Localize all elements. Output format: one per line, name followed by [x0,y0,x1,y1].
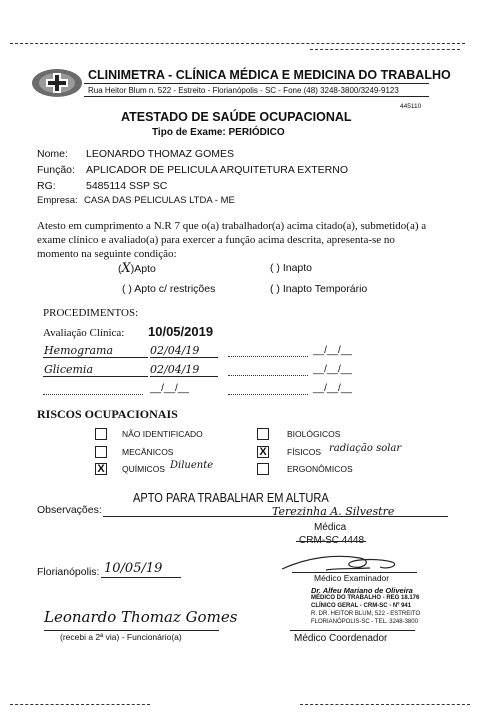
risk-label-nao-identificado: NÃO IDENTIFICADO [122,429,203,439]
risk-checkbox-mecanicos[interactable] [95,446,107,458]
procedure-1-name: Hemograma [44,344,114,357]
clinic-name: CLINIMETRA - CLÍNICA MÉDICA E MEDICINA DO TRABALHO [88,68,451,82]
procedure-1-date: 02/04/19 [150,344,200,357]
document-number: 445110 [400,103,422,110]
risk-checkbox-fisicos[interactable]: X [257,446,269,458]
rg-label: RG: [37,180,56,192]
top-dashed-line [10,43,465,44]
risk-label-ergonomicos: ERGONÔMICOS [287,464,353,474]
doctor-stamp-role: Médica [314,522,347,533]
condition-apto-restricoes: ( ) Apto c/ restrições [122,283,216,295]
procedure-2-underline [43,376,148,377]
condition-inapto: ( ) Inapto [270,262,313,274]
place-date-label: Florianópolis: [37,566,100,578]
examiner-stamp-line-3: CLÍNICO GERAL - CRM-SC - Nº 941 [311,603,412,609]
clinical-eval-label: Avaliação Clínica: [43,327,125,339]
clinic-address: Rua Heitor Blum n. 522 - Estreito - Florianópolis - SC - Fone (48) 3248-3800/3249-9123 [88,86,399,95]
attest-line-3: momento na seguinte condição: [37,248,177,260]
procedure-2-date: 02/04/19 [150,363,200,376]
risk-label-mecanicos: MECÂNICOS [122,447,174,457]
risks-title: RISCOS OCUPACIONAIS [37,407,178,421]
procedure-4-dots [228,356,308,357]
risk-checkbox-quimicos[interactable]: X [95,463,107,475]
condition-apto: (X)Apto [118,261,156,276]
risk-label-fisicos: FÍSICOS [287,447,322,457]
apto-label: Apto [134,263,156,275]
worker-company: CASA DAS PELICULAS LTDA - ME [84,195,235,206]
procedure-6-date: __/__/__ [313,383,352,394]
procedure-4-date: __/__/__ [313,345,352,356]
procedure-5-date: __/__/__ [313,364,352,375]
attest-line-2: exame clínico e avaliado(a) para exercer a função acima descrita, apresenta-se no [37,234,395,246]
risk-label-biologicos: BIOLÓGICOS [287,429,341,439]
procedure-1-date-underline [150,357,218,358]
procedure-3-dots [43,394,143,395]
bottom-dashed-line [10,704,150,705]
clinical-eval-date: 10/05/2019 [148,324,214,339]
company-label: Empresa: [37,195,78,206]
top-dashed-line-2 [310,49,460,50]
place-date-underline [101,577,181,578]
worker-function: APLICADOR DE PELICULA ARQUITETURA EXTERNO [86,164,348,176]
examiner-stamp-line-5: FLORIANÓPOLIS-SC - TEL. 3248-3800 [311,619,418,625]
risk-checkbox-nao-identificado[interactable] [95,428,107,440]
examiner-stamp-line-2: MÉDICO DO TRABALHO - REG 18.176 [311,595,420,601]
worker-signature: Leonardo Thomaz Gomes [44,608,238,626]
procedure-2-date-underline [150,376,218,377]
coordinator-label: Médico Coordenador [294,633,388,644]
doctor-stamp-crm: CRM-SC 4448 [299,535,365,546]
receipt-line [44,630,219,631]
worker-name: LEONARDO THOMAZ GOMES [86,148,234,160]
document-title: ATESTADO DE SAÚDE OCUPACIONAL [121,110,352,124]
bottom-dashed-line-2 [300,704,470,705]
examiner-label: Médico Examinador [314,573,390,583]
procedures-label: PROCEDIMENTOS: [43,307,139,319]
risk-label-quimicos: QUÍMICOS [122,464,165,474]
clinic-logo [31,68,83,98]
risk-note-quimicos: Diluente [170,460,214,471]
function-label: Função: [37,164,75,176]
name-label: Nome: [37,148,68,160]
procedure-5-dots [228,375,308,376]
header-rule [84,83,429,84]
risk-checkbox-biologicos[interactable] [257,428,269,440]
header-rule-bottom [84,96,429,97]
procedure-6-dots [228,394,308,395]
procedure-2-name: Glicemia [44,363,94,376]
condition-inapto-temporario: ( ) Inapto Temporário [270,283,368,295]
examiner-stamp-line-4: R. DR. HEITOR BLUM, 522 - ESTREITO [311,611,421,617]
observations-value: APTO PARA TRABALHAR EM ALTURA [133,490,329,505]
procedure-1-underline [43,357,148,358]
doctor-stamp-name: Terezinha A. Silvestre [272,505,395,518]
risk-checkbox-ergonomicos[interactable] [257,463,269,475]
exam-type: Tipo de Exame: PERIÓDICO [152,127,285,138]
apto-check-mark: X [121,261,131,276]
examiner-stamp-line-1: Dr. Alfeu Mariano de Oliveira [311,586,413,595]
receipt-label: (recebi a 2ª via) - Funcionário(a) [60,632,182,642]
observations-label: Observações: [37,504,102,516]
risk-note-fisicos: radiação solar [329,443,402,454]
coordinator-line [290,630,415,631]
procedure-3-date: __/__/__ [150,383,189,394]
worker-rg: 5485114 SSP SC [86,180,168,192]
place-date-value: 10/05/19 [104,561,163,576]
doctor-stamp-strike [296,541,366,542]
attest-line-1: Atesto em cumprimento a N.R 7 que o(a) trabalhador(a) acima citado(a), submetido(a) a [37,220,427,232]
